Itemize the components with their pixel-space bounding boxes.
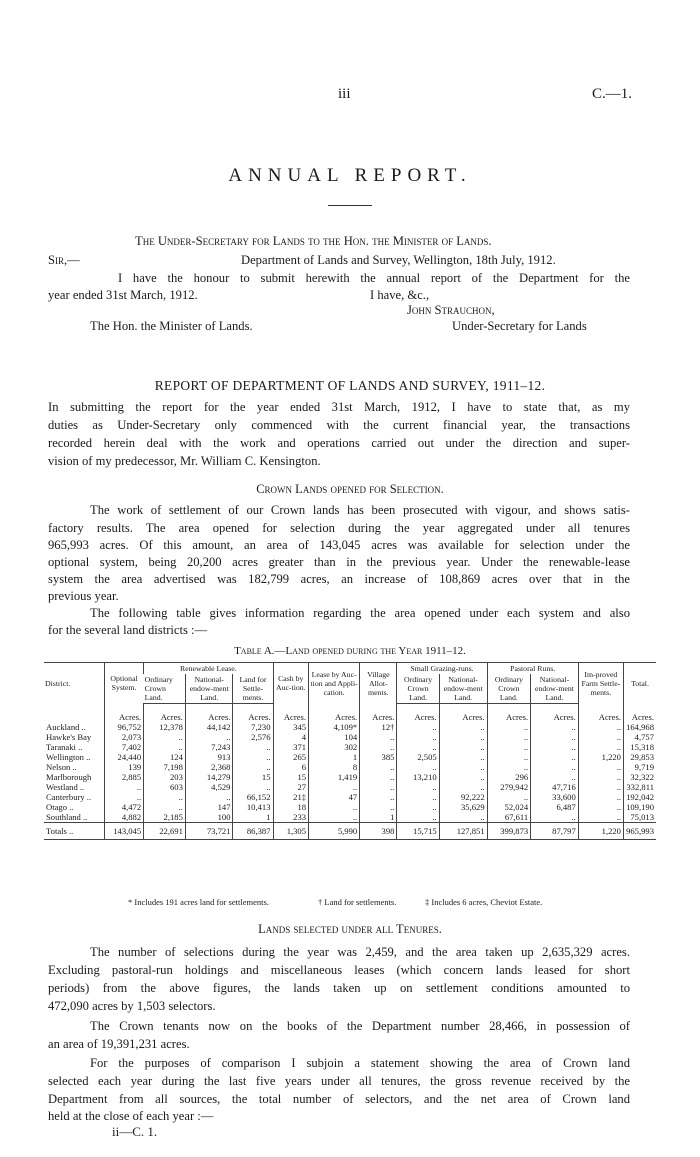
value-cell: 27 (273, 782, 309, 792)
value-cell: 124 (144, 752, 186, 762)
value-cell: .. (578, 722, 623, 732)
value-cell: 21‡ (273, 792, 309, 802)
value-cell: .. (105, 792, 144, 802)
district-cell: Marlborough (46, 772, 92, 782)
letter-address: Department of Lands and Survey, Wellington, 18th July, 1912. (241, 253, 556, 267)
page-title: ANNUAL REPORT. (228, 165, 472, 186)
value-cell: Acres. (623, 704, 656, 723)
value-cell: 127,851 (439, 823, 487, 840)
table-row (44, 742, 656, 752)
value-cell: .. (531, 722, 579, 732)
value-cell: 12,378 (144, 722, 186, 732)
col-header-district: District. (44, 663, 105, 704)
value-cell: Acres. (233, 704, 273, 723)
col-header-total: Total. (623, 663, 656, 704)
value-cell: 203 (144, 772, 186, 782)
value-cell: 139 (105, 762, 144, 772)
value-cell: 371 (273, 742, 309, 752)
value-cell: .. (439, 752, 487, 762)
value-cell: .. (360, 792, 397, 802)
value-cell: 75,013 (623, 812, 656, 823)
value-cell: .. (578, 802, 623, 812)
value-cell: .. (578, 772, 623, 782)
value-cell: 32,322 (623, 772, 656, 782)
col-header-lease: Lease by Auc-tion and Appli-cation. (309, 663, 360, 704)
value-cell: .. (397, 732, 439, 742)
paragraph-line: recorded herein deal with the work and operations carried out under the direction and super- (48, 436, 630, 450)
value-cell: 87,797 (531, 823, 579, 840)
col-header-pr-national: National-endow-ment Land. (531, 674, 579, 704)
paragraph-line: For the purposes of comparison I subjoin a statement showing the area of Crown land (90, 1056, 630, 1070)
value-cell: 1 (309, 752, 360, 762)
paragraph-line: an area of 19,391,231 acres. (48, 1037, 190, 1051)
value-cell: 1 (360, 812, 397, 823)
value-cell: .. (531, 732, 579, 742)
value-cell: Acres. (487, 704, 531, 723)
footnote: * Includes 191 acres land for settlements. (128, 897, 269, 907)
value-cell: 35,629 (439, 802, 487, 812)
value-cell: 9,719 (623, 762, 656, 772)
value-cell: Acres. (144, 704, 186, 723)
value-cell: .. (360, 782, 397, 792)
value-cell: 109,190 (623, 802, 656, 812)
value-cell: 33,600 (531, 792, 579, 802)
value-cell: .. (531, 812, 579, 823)
value-cell: 86,387 (233, 823, 273, 840)
value-cell: Acres. (309, 704, 360, 723)
value-cell: .. (439, 742, 487, 752)
value-cell: 8 (309, 762, 360, 772)
footnote: † Land for settlements. (318, 897, 397, 907)
value-cell: 4,109* (309, 722, 360, 732)
value-cell: 104 (309, 732, 360, 742)
value-cell: 279,942 (487, 782, 531, 792)
value-cell: 2,505 (397, 752, 439, 762)
table-row (44, 792, 656, 802)
value-cell: .. (397, 722, 439, 732)
value-cell: Acres. (360, 704, 397, 723)
table-row (44, 812, 656, 823)
value-cell: 6 (273, 762, 309, 772)
title-divider (328, 205, 372, 206)
value-cell: Acres. (105, 704, 144, 723)
value-cell: .. (360, 732, 397, 742)
district-cell (44, 704, 105, 723)
col-header-village: Village Allot-ments. (360, 663, 397, 704)
table-row (44, 782, 656, 792)
paragraph-line: previous year. (48, 589, 119, 603)
value-cell: 143,045 (105, 823, 144, 840)
col-header-pr-ordinary: Ordinary Crown Land. (487, 674, 531, 704)
value-cell: .. (233, 782, 273, 792)
value-cell: .. (360, 742, 397, 752)
letter-signatory: John Strauchon, (407, 303, 495, 317)
col-header-ordinary: Ordinary Crown Land. (144, 674, 186, 704)
value-cell: 47,716 (531, 782, 579, 792)
value-cell: 44,142 (185, 722, 233, 732)
value-cell: 398 (360, 823, 397, 840)
document-reference: C.—1. (592, 86, 633, 102)
section-heading: Crown Lands opened for Selection. (256, 482, 444, 496)
value-cell: 73,721 (185, 823, 233, 840)
value-cell: .. (439, 772, 487, 782)
value-cell: .. (233, 762, 273, 772)
value-cell: 47 (309, 792, 360, 802)
value-cell: .. (233, 752, 273, 762)
value-cell: 10,413 (233, 802, 273, 812)
paragraph-line: The number of selections during the year was 2,459, and the area taken up 2,635,329 acres. (90, 945, 630, 959)
value-cell: 965,993 (623, 823, 656, 840)
value-cell: .. (144, 792, 186, 802)
value-cell: .. (439, 762, 487, 772)
paragraph-line: 472,090 acres by 1,503 selectors. (48, 999, 216, 1013)
letter-body-line: year ended 31st March, 1912. (48, 288, 198, 302)
value-cell: 2,885 (105, 772, 144, 782)
value-cell: .. (531, 762, 579, 772)
value-cell: .. (360, 772, 397, 782)
table-row (44, 802, 656, 812)
value-cell: .. (439, 812, 487, 823)
value-cell: 7,230 (233, 722, 273, 732)
value-cell: .. (360, 802, 397, 812)
district-cell: Westland .. (46, 782, 85, 792)
value-cell: 15 (233, 772, 273, 782)
value-cell: Acres. (578, 704, 623, 723)
value-cell: 332,811 (623, 782, 656, 792)
value-cell: .. (397, 812, 439, 823)
paragraph-line: held at the close of each year :— (48, 1109, 214, 1123)
value-cell: 7,198 (144, 762, 186, 772)
district-cell: Hawke's Bay (46, 732, 92, 742)
value-cell: 22,691 (144, 823, 186, 840)
paragraph-line: In submitting the report for the year ended 31st March, 1912, I have to state that, as my (48, 400, 630, 414)
value-cell: 96,752 (105, 722, 144, 732)
paragraph-line: 965,993 acres. Of this amount, an area of 143,045 acres was available for selection under the (48, 538, 630, 552)
value-cell: 1 (233, 812, 273, 823)
table-row (44, 772, 656, 782)
value-cell: 5,990 (309, 823, 360, 840)
value-cell: 7,402 (105, 742, 144, 752)
value-cell: .. (487, 732, 531, 742)
value-cell: 913 (185, 752, 233, 762)
value-cell: 29,853 (623, 752, 656, 762)
value-cell: .. (397, 762, 439, 772)
value-cell: 4,472 (105, 802, 144, 812)
value-cell: 4,529 (185, 782, 233, 792)
value-cell: .. (309, 782, 360, 792)
value-cell: .. (439, 782, 487, 792)
value-cell: .. (185, 792, 233, 802)
value-cell: .. (487, 762, 531, 772)
letter-addressee: The Hon. the Minister of Lands. (90, 319, 253, 333)
value-cell: 399,873 (487, 823, 531, 840)
value-cell: 4 (273, 732, 309, 742)
value-cell: 1,220 (578, 752, 623, 762)
value-cell: 12† (360, 722, 397, 732)
value-cell: Acres. (273, 704, 309, 723)
col-header-sg-national: National-endow-ment Land. (439, 674, 487, 704)
letter-salutation: Sir,— (48, 253, 80, 267)
value-cell: .. (397, 802, 439, 812)
page-footer: ii—C. 1. (112, 1124, 158, 1139)
value-cell: .. (309, 802, 360, 812)
table-body (44, 704, 656, 840)
value-cell: 4,882 (105, 812, 144, 823)
paragraph-line: factory results. The area opened for selection during the year aggregated under all tenures (48, 521, 630, 535)
letter-signatory-title: Under-Secretary for Lands (452, 319, 587, 333)
paragraph-line: for the several land districts :— (48, 623, 208, 637)
value-cell: .. (578, 742, 623, 752)
value-cell: 164,968 (623, 722, 656, 732)
value-cell: 603 (144, 782, 186, 792)
table-row (44, 752, 656, 762)
value-cell: 15,715 (397, 823, 439, 840)
units-row (44, 704, 656, 723)
totals-row (44, 823, 656, 840)
table-caption: Table A.—Land opened during the Year 1911–12. (234, 645, 466, 657)
value-cell: 302 (309, 742, 360, 752)
paragraph-line: vision of my predecessor, Mr. William C. Kensington. (48, 454, 321, 468)
value-cell: .. (487, 752, 531, 762)
value-cell: .. (578, 792, 623, 802)
value-cell: 147 (185, 802, 233, 812)
value-cell: 6,487 (531, 802, 579, 812)
value-cell: .. (144, 732, 186, 742)
value-cell: 2,073 (105, 732, 144, 742)
value-cell: .. (578, 782, 623, 792)
value-cell: 15,318 (623, 742, 656, 752)
value-cell: 265 (273, 752, 309, 762)
value-cell: 385 (360, 752, 397, 762)
value-cell: .. (487, 792, 531, 802)
value-cell: .. (144, 802, 186, 812)
value-cell: .. (309, 812, 360, 823)
section-heading: Lands selected under all Tenures. (258, 922, 442, 936)
district-cell: Totals .. (44, 823, 105, 840)
value-cell: .. (531, 772, 579, 782)
footnote: ‡ Includes 6 acres, Cheviot Estate. (425, 897, 543, 907)
paragraph-line: The work of settlement of our Crown lands has been prosecuted with vigour, and shows satis- (90, 503, 630, 517)
paragraph-line: The Crown tenants now on the books of the Department number 28,466, in possession of (90, 1019, 630, 1033)
value-cell: Acres. (185, 704, 233, 723)
value-cell: .. (144, 742, 186, 752)
value-cell: Acres. (531, 704, 579, 723)
value-cell: 7,243 (185, 742, 233, 752)
value-cell: .. (578, 732, 623, 742)
value-cell: Acres. (439, 704, 487, 723)
paragraph-line: The following table gives information regarding the area opened under each system and also (90, 606, 630, 620)
value-cell: 13,210 (397, 772, 439, 782)
value-cell: 18 (273, 802, 309, 812)
value-cell: 14,279 (185, 772, 233, 782)
value-cell: .. (487, 742, 531, 752)
value-cell: .. (360, 762, 397, 772)
value-cell: 2,576 (233, 732, 273, 742)
value-cell: 233 (273, 812, 309, 823)
value-cell: 1,419 (309, 772, 360, 782)
value-cell: 66,152 (233, 792, 273, 802)
value-cell: 4,757 (623, 732, 656, 742)
land-opened-table (44, 662, 656, 840)
value-cell: .. (531, 742, 579, 752)
paragraph-line: system the area advertised was 182,799 acres, an increase of 108,869 acres over that in the (48, 572, 630, 586)
table-row (44, 722, 656, 732)
col-header-sg-ordinary: Ordinary Crown Land. (397, 674, 439, 704)
page-number: iii (338, 86, 351, 102)
value-cell: .. (578, 812, 623, 823)
report-heading: REPORT OF DEPARTMENT OF LANDS AND SURVEY, 1911–12. (154, 378, 546, 393)
paragraph-line: periods) from the above figures, the lands taken up on settlement conditions amounted to (48, 981, 630, 995)
district-cell: Otago .. (46, 802, 74, 812)
value-cell: .. (578, 762, 623, 772)
value-cell: .. (185, 732, 233, 742)
value-cell: 67,611 (487, 812, 531, 823)
value-cell: 296 (487, 772, 531, 782)
value-cell: 15 (273, 772, 309, 782)
group-header-pastoral: Pastoral Runs. (487, 663, 578, 675)
value-cell: 100 (185, 812, 233, 823)
group-header-renewable: Renewable Lease. (144, 663, 273, 675)
value-cell: 1,220 (578, 823, 623, 840)
letter-heading: The Under-Secretary for Lands to the Hon. the Minister of Lands. (135, 234, 492, 248)
district-cell: Taranaki .. (46, 742, 83, 752)
value-cell: .. (397, 792, 439, 802)
value-cell: 2,368 (185, 762, 233, 772)
col-header-national: National-endow-ment Land. (185, 674, 233, 704)
col-header-cash: Cash by Auc-tion. (273, 663, 309, 704)
paragraph-line: Department from all sources, the total number of selectors, and the net area of Crown land (48, 1092, 630, 1106)
value-cell: .. (397, 782, 439, 792)
col-header-improved: Im-proved Farm Settle-ments. (578, 663, 623, 704)
value-cell: 345 (273, 722, 309, 732)
value-cell: 1,305 (273, 823, 309, 840)
district-cell: Canterbury .. (46, 792, 92, 802)
district-cell: Nelson .. (46, 762, 77, 772)
paragraph-line: optional system, being 20,200 acres greater than in the previous year. Under the renewable-lease (48, 555, 630, 569)
district-cell: Southland .. (46, 812, 88, 822)
value-cell: 24,440 (105, 752, 144, 762)
col-header-optional: Optional System. (105, 663, 144, 704)
value-cell: 52,024 (487, 802, 531, 812)
value-cell: .. (439, 722, 487, 732)
value-cell: .. (531, 752, 579, 762)
value-cell: .. (439, 732, 487, 742)
value-cell: 92,222 (439, 792, 487, 802)
col-header-settlements: Land for Settle-ments. (233, 674, 273, 704)
value-cell: .. (397, 742, 439, 752)
table-row (44, 762, 656, 772)
table-row (44, 732, 656, 742)
value-cell: 192,042 (623, 792, 656, 802)
value-cell: .. (105, 782, 144, 792)
value-cell: Acres. (397, 704, 439, 723)
paragraph-line: Excluding pastoral-run holdings and miscellaneous leases (which concern lands leased for short (48, 963, 630, 977)
district-cell: Wellington .. (46, 752, 91, 762)
letter-body-line: I have the honour to submit herewith the annual report of the Department for the (118, 271, 630, 285)
letter-closing: I have, &c., (370, 288, 430, 302)
value-cell: .. (487, 722, 531, 732)
district-cell: Auckland .. (46, 722, 86, 732)
paragraph-line: duties as Under-Secretary only commenced with the current financial year, the transactions (48, 418, 630, 432)
value-cell: 2,185 (144, 812, 186, 823)
paragraph-line: selected each year during the last five years under all tenures, the gross revenue received by the (48, 1074, 630, 1088)
value-cell: .. (233, 742, 273, 752)
group-header-small-grazing: Small Grazing-runs. (397, 663, 487, 675)
